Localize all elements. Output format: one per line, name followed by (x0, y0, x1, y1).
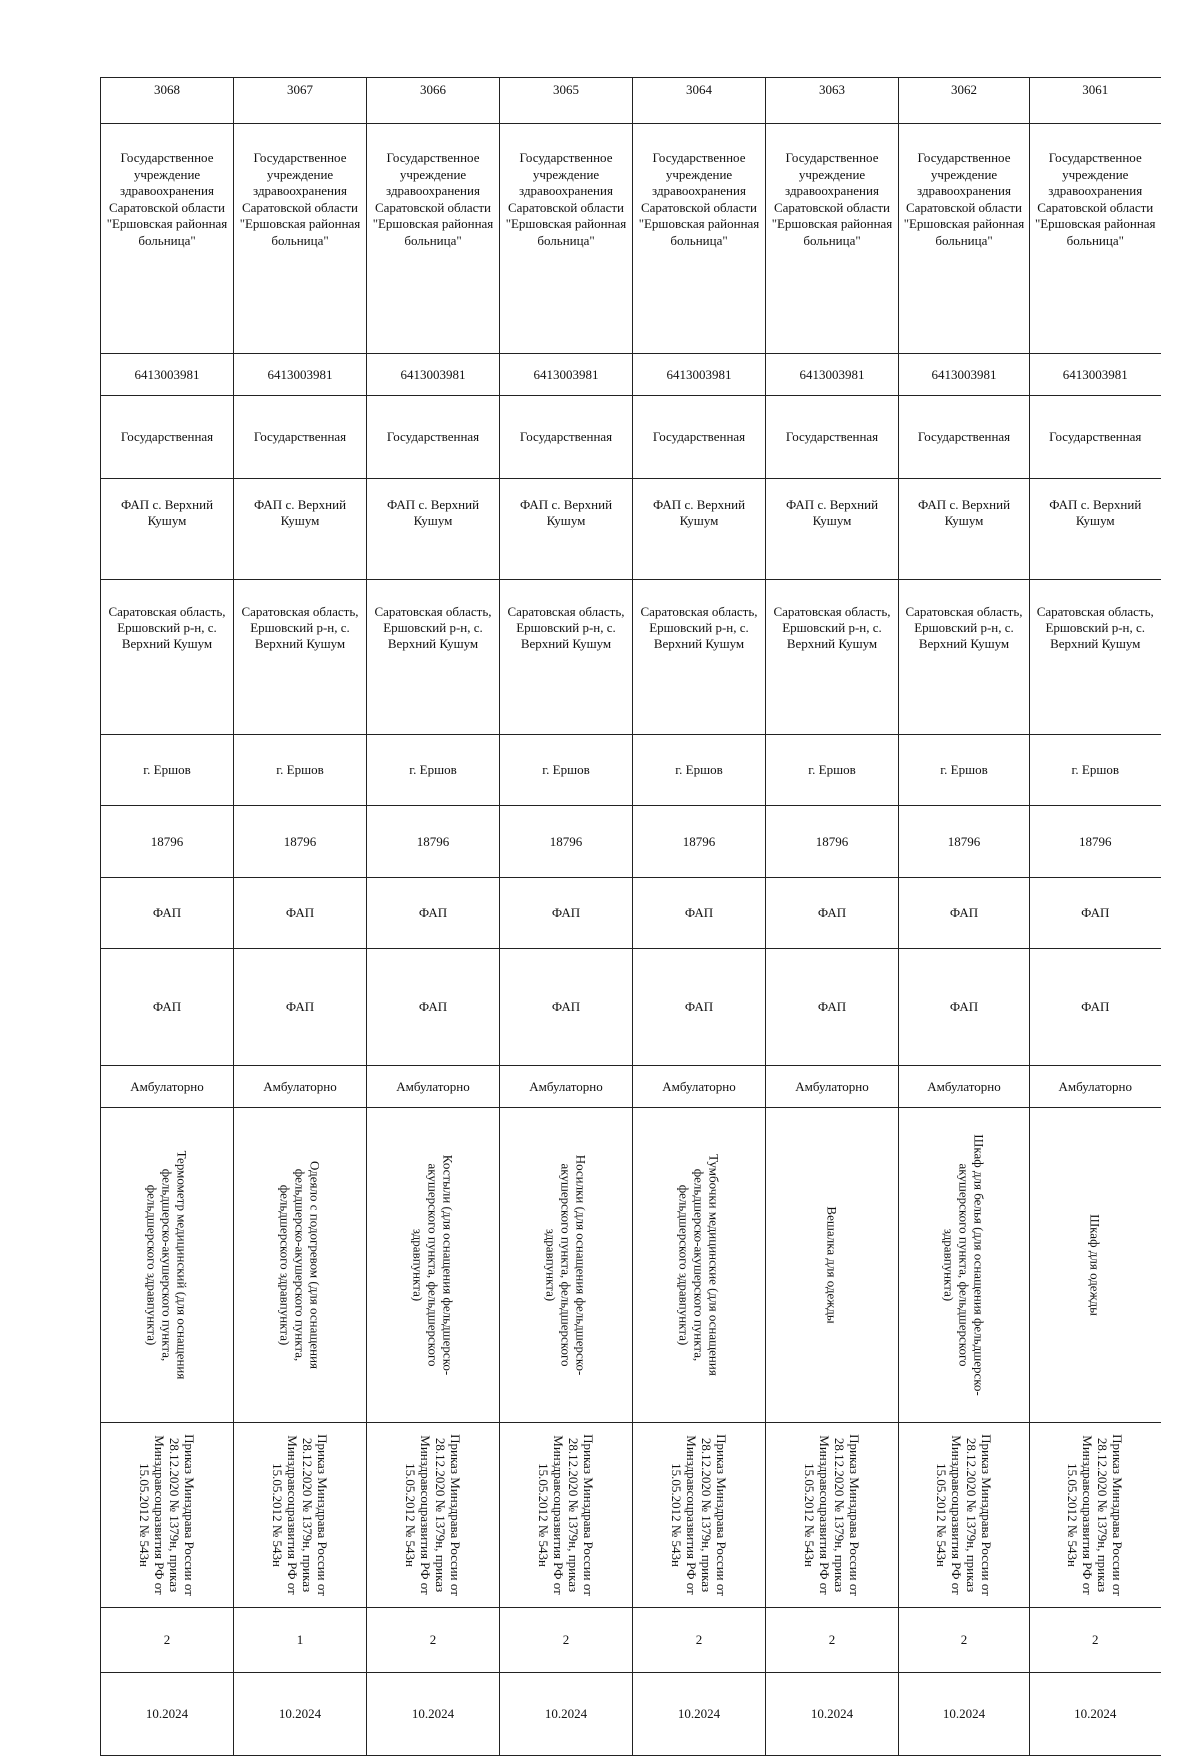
city-name-cell (500, 735, 633, 806)
date-value-cell (234, 1673, 367, 1756)
organization-name-cell (1030, 124, 1161, 354)
inn-value: 6413003981 (931, 366, 997, 382)
care-conditions: Амбулаторно (1058, 1078, 1133, 1094)
quantity-value: 2 (828, 1632, 836, 1647)
equipment-name-cell (633, 1108, 766, 1423)
organization-name: Государственное учреждение здравоохранения Саратовской области "Ершовская районная больница" (372, 150, 494, 248)
population-count: 18796 (682, 833, 716, 849)
facility-subtype: ФАП (285, 999, 315, 1014)
normative-act: Приказ Минздрава России от 28.12.2020 № 1379н, приказ Минздравсоцразвития РФ от 15.05.2012 № 543н (270, 1434, 330, 1596)
record-number-cell (367, 78, 500, 124)
facility-type: ФАП (152, 905, 182, 920)
record-number-cell (899, 78, 1030, 124)
row-quantity (101, 1608, 1161, 1673)
facility-address-cell (367, 580, 500, 735)
organization-name-cell (500, 124, 633, 354)
record-number: 3064 (686, 82, 712, 97)
city-name: г. Ершов (1071, 762, 1119, 777)
facility-address-cell (633, 580, 766, 735)
equipment-name-cell (367, 1108, 500, 1423)
date-value-cell (766, 1673, 899, 1756)
population-count: 18796 (283, 833, 317, 849)
facility-name-cell (500, 479, 633, 580)
normative-act: Приказ Минздрава России от 28.12.2020 № 1379н, приказ Минздравсоцразвития РФ от 15.05.2012 № 543н (1065, 1434, 1126, 1596)
city-name: г. Ершов (409, 762, 457, 777)
row-inn (101, 354, 1161, 396)
date-value: 10.2024 (677, 1706, 721, 1721)
care-conditions: Амбулаторно (396, 1078, 470, 1094)
row-normative (101, 1423, 1161, 1608)
date-value-cell (367, 1673, 500, 1756)
city-name-cell (234, 735, 367, 806)
care-conditions-cell (899, 1066, 1030, 1108)
population-count: 18796 (947, 833, 981, 849)
equipment-name: Термометр медицинский (для оснащения фельдшерско-акушерского пункта, фельдшерского здравпункта) (144, 1150, 190, 1380)
inn-value-cell (367, 354, 500, 396)
city-name-cell (633, 735, 766, 806)
equipment-name-cell (500, 1108, 633, 1423)
quantity-value-cell (234, 1608, 367, 1673)
facility-name-cell (367, 479, 500, 580)
ownership-form-cell (766, 396, 899, 479)
date-value-cell (1030, 1673, 1161, 1756)
facility-type: ФАП (551, 905, 581, 920)
care-conditions: Амбулаторно (795, 1078, 869, 1094)
city-name-cell (1030, 735, 1161, 806)
facility-type: ФАП (684, 905, 714, 920)
population-count: 18796 (1079, 833, 1112, 849)
date-value-cell (101, 1673, 234, 1756)
record-number-cell (101, 78, 234, 124)
facility-subtype-cell (766, 949, 899, 1066)
inn-value: 6413003981 (666, 366, 732, 382)
equipment-name: Шкаф для одежды (1087, 1214, 1103, 1316)
inn-value: 6413003981 (799, 366, 865, 382)
care-conditions-cell (1030, 1066, 1161, 1108)
organization-name: Государственное учреждение здравоохранения Саратовской области "Ершовская районная больница" (903, 150, 1025, 248)
city-name: г. Ершов (542, 762, 590, 777)
date-value: 10.2024 (278, 1706, 322, 1721)
facility-type: ФАП (949, 905, 979, 920)
ownership-form-cell (101, 396, 234, 479)
record-number: 3062 (951, 82, 977, 97)
equipment-name: Носилки (для оснащения фельдшерско-акушерского пункта, фельдшерского здравпункта) (543, 1154, 589, 1376)
population-count-cell (367, 806, 500, 878)
normative-act-cell (1030, 1423, 1161, 1608)
facility-name-cell (899, 479, 1030, 580)
facility-type-cell (1030, 878, 1161, 949)
facility-name: ФАП с. Верхний Кушум (785, 497, 879, 528)
facility-address: Саратовская область, Ершовский р-н, с. Верхний Кушум (507, 604, 625, 651)
facility-address-cell (766, 580, 899, 735)
facility-type-cell (766, 878, 899, 949)
normative-act: Приказ Минздрава России от 28.12.2020 № 1379н, приказ Минздравсоцразвития РФ от 15.05.2012 № 543н (137, 1434, 197, 1596)
quantity-value: 2 (163, 1632, 171, 1647)
population-count-cell (101, 806, 234, 878)
organization-name: Государственное учреждение здравоохранения Саратовской области "Ершовская районная больница" (505, 150, 627, 248)
row-ownership (101, 396, 1161, 479)
care-conditions-cell (101, 1066, 234, 1108)
normative-act: Приказ Минздрава России от 28.12.2020 № 1379н, приказ Минздравсоцразвития РФ от 15.05.2012 № 543н (802, 1434, 862, 1596)
equipment-name: Костыли (для оснащения фельдшерско-акушерского пункта, фельдшерского здравпункта) (410, 1154, 456, 1376)
city-name-cell (766, 735, 899, 806)
quantity-value-cell (899, 1608, 1030, 1673)
organization-name-cell (101, 124, 234, 354)
ownership-form-cell (367, 396, 500, 479)
facility-type: ФАП (817, 905, 847, 920)
facility-subtype-cell (101, 949, 234, 1066)
facility-address-cell (234, 580, 367, 735)
row-care (101, 1066, 1161, 1108)
date-value: 10.2024 (810, 1706, 854, 1721)
facility-name: ФАП с. Верхний Кушум (1049, 497, 1142, 528)
quantity-value: 2 (429, 1632, 437, 1647)
equipment-name-cell (766, 1108, 899, 1423)
quantity-value: 2 (1092, 1632, 1099, 1647)
facility-type: ФАП (1081, 905, 1110, 920)
normative-act: Приказ Минздрава России от 28.12.2020 № 1379н, приказ Минздравсоцразвития РФ от 15.05.2012 № 543н (669, 1434, 729, 1596)
facility-type: ФАП (285, 905, 315, 920)
record-number-cell (633, 78, 766, 124)
date-value-cell (500, 1673, 633, 1756)
date-value: 10.2024 (145, 1706, 189, 1721)
equipment-name-cell (101, 1108, 234, 1423)
population-count-cell (234, 806, 367, 878)
facility-address-cell (1030, 580, 1161, 735)
record-number-cell (500, 78, 633, 124)
row-equipment (101, 1108, 1161, 1423)
facility-name-cell (101, 479, 234, 580)
organization-name: Государственное учреждение здравоохранения Саратовской области "Ершовская районная больница" (771, 150, 893, 248)
row-address (101, 580, 1161, 735)
normative-act-cell (367, 1423, 500, 1608)
population-count: 18796 (815, 833, 849, 849)
normative-act-cell (500, 1423, 633, 1608)
facility-name-cell (1030, 479, 1161, 580)
facility-address: Саратовская область, Ершовский р-н, с. Верхний Кушум (905, 604, 1023, 651)
inn-value-cell (234, 354, 367, 396)
inn-value-cell (1030, 354, 1161, 396)
ownership-form: Государственная (652, 429, 746, 444)
facility-subtype: ФАП (418, 999, 448, 1014)
equipment-table (100, 77, 1161, 1756)
row-facility (101, 479, 1161, 580)
record-number-cell (234, 78, 367, 124)
population-count: 18796 (416, 833, 450, 849)
facility-address: Саратовская область, Ершовский р-н, с. Верхний Кушум (108, 604, 226, 651)
facility-type-cell (234, 878, 367, 949)
normative-act-cell (899, 1423, 1030, 1608)
facility-subtype-cell (1030, 949, 1161, 1066)
facility-type-cell (101, 878, 234, 949)
row-date (101, 1673, 1161, 1756)
organization-name-cell (633, 124, 766, 354)
inn-value: 6413003981 (400, 366, 466, 382)
ownership-form: Государственная (1049, 429, 1142, 444)
date-value: 10.2024 (1074, 1706, 1117, 1721)
population-count: 18796 (549, 833, 583, 849)
facility-name-cell (633, 479, 766, 580)
date-value-cell (899, 1673, 1030, 1756)
facility-type-cell (500, 878, 633, 949)
ownership-form: Государственная (917, 429, 1011, 444)
organization-name-cell (234, 124, 367, 354)
population-count-cell (1030, 806, 1161, 878)
facility-subtype-cell (500, 949, 633, 1066)
ownership-form: Государственная (120, 429, 214, 444)
record-number-cell (1030, 78, 1161, 124)
facility-subtype-cell (234, 949, 367, 1066)
row-id (101, 78, 1161, 124)
population-count-cell (500, 806, 633, 878)
inn-value: 6413003981 (134, 366, 200, 382)
organization-name-cell (899, 124, 1030, 354)
facility-name: ФАП с. Верхний Кушум (652, 497, 746, 528)
facility-subtype: ФАП (684, 999, 714, 1014)
facility-address-cell (101, 580, 234, 735)
facility-address: Саратовская область, Ершовский р-н, с. Верхний Кушум (241, 604, 359, 651)
normative-act-cell (766, 1423, 899, 1608)
facility-subtype-cell (899, 949, 1030, 1066)
facility-subtype: ФАП (949, 999, 979, 1014)
care-conditions: Амбулаторно (662, 1078, 736, 1094)
population-count-cell (766, 806, 899, 878)
row-type2 (101, 949, 1161, 1066)
record-number-cell (766, 78, 899, 124)
facility-address-cell (899, 580, 1030, 735)
row-type1 (101, 878, 1161, 949)
record-number: 3068 (154, 82, 180, 97)
inn-value: 6413003981 (1062, 366, 1128, 382)
city-name-cell (367, 735, 500, 806)
inn-value-cell (899, 354, 1030, 396)
facility-name-cell (766, 479, 899, 580)
city-name-cell (101, 735, 234, 806)
date-value-cell (633, 1673, 766, 1756)
care-conditions-cell (500, 1066, 633, 1108)
care-conditions-cell (367, 1066, 500, 1108)
city-name: г. Ершов (940, 762, 988, 777)
facility-name: ФАП с. Верхний Кушум (120, 497, 214, 528)
inn-value: 6413003981 (533, 366, 599, 382)
quantity-value: 1 (296, 1632, 304, 1647)
equipment-name-cell (1030, 1108, 1161, 1423)
ownership-form-cell (234, 396, 367, 479)
record-number: 3061 (1082, 82, 1109, 97)
quantity-value-cell (500, 1608, 633, 1673)
facility-type-cell (633, 878, 766, 949)
date-value: 10.2024 (411, 1706, 455, 1721)
equipment-name: Шкаф для белья (для оснащения фельдшерско-акушерского пункта, фельдшерского здравпункта) (941, 1134, 987, 1396)
organization-name: Государственное учреждение здравоохранения Саратовской области "Ершовская районная больница" (106, 150, 228, 248)
facility-subtype: ФАП (551, 999, 581, 1014)
ownership-form-cell (633, 396, 766, 479)
organization-name: Государственное учреждение здравоохранения Саратовской области "Ершовская районная больница" (239, 150, 361, 248)
inn-value-cell (101, 354, 234, 396)
equipment-name: Тумбочки медицинские (для оснащения фельдшерско-акушерского пункта, фельдшерского здравпункта) (676, 1154, 722, 1376)
ownership-form: Государственная (386, 429, 480, 444)
city-name: г. Ершов (808, 762, 856, 777)
facility-name: ФАП с. Верхний Кушум (386, 497, 480, 528)
inn-value-cell (633, 354, 766, 396)
city-name: г. Ершов (143, 762, 191, 777)
facility-subtype: ФАП (152, 999, 182, 1014)
care-conditions: Амбулаторно (529, 1078, 603, 1094)
quantity-value-cell (1030, 1608, 1161, 1673)
care-conditions: Амбулаторно (927, 1078, 1001, 1094)
facility-address-cell (500, 580, 633, 735)
record-number: 3066 (420, 82, 446, 97)
inn-value-cell (766, 354, 899, 396)
care-conditions-cell (633, 1066, 766, 1108)
quantity-value: 2 (562, 1632, 570, 1647)
care-conditions-cell (766, 1066, 899, 1108)
organization-name-cell (367, 124, 500, 354)
quantity-value: 2 (960, 1632, 968, 1647)
city-name-cell (899, 735, 1030, 806)
equipment-name: Одеяло с подогревом (для оснащения фельдшерско-акушерского пункта, фельдшерского здравпункта) (277, 1160, 323, 1370)
row-population (101, 806, 1161, 878)
facility-name: ФАП с. Верхний Кушум (917, 497, 1011, 528)
organization-name-cell (766, 124, 899, 354)
normative-act: Приказ Минздрава России от 28.12.2020 № 1379н, приказ Минздравсоцразвития РФ от 15.05.2012 № 543н (934, 1434, 994, 1596)
facility-type-cell (367, 878, 500, 949)
facility-address: Саратовская область, Ершовский р-н, с. Верхний Кушум (640, 604, 758, 651)
ownership-form-cell (1030, 396, 1161, 479)
ownership-form-cell (899, 396, 1030, 479)
record-number: 3065 (553, 82, 579, 97)
ownership-form: Государственная (519, 429, 613, 444)
ownership-form-cell (500, 396, 633, 479)
population-count-cell (633, 806, 766, 878)
record-number: 3067 (287, 82, 313, 97)
row-org (101, 124, 1161, 354)
quantity-value-cell (633, 1608, 766, 1673)
facility-type: ФАП (418, 905, 448, 920)
organization-name: Государственное учреждение здравоохранения Саратовской области "Ершовская районная больница" (638, 150, 760, 248)
inn-value-cell (500, 354, 633, 396)
date-value: 10.2024 (942, 1706, 986, 1721)
facility-subtype: ФАП (817, 999, 847, 1014)
equipment-name-cell (234, 1108, 367, 1423)
facility-type-cell (899, 878, 1030, 949)
quantity-value: 2 (695, 1632, 703, 1647)
facility-name-cell (234, 479, 367, 580)
population-count-cell (899, 806, 1030, 878)
facility-name: ФАП с. Верхний Кушум (253, 497, 347, 528)
row-city (101, 735, 1161, 806)
normative-act: Приказ Минздрава России от 28.12.2020 № 1379н, приказ Минздравсоцразвития РФ от 15.05.2012 № 543н (536, 1434, 596, 1596)
facility-subtype: ФАП (1081, 999, 1110, 1014)
quantity-value-cell (367, 1608, 500, 1673)
care-conditions: Амбулаторно (263, 1078, 337, 1094)
care-conditions: Амбулаторно (130, 1078, 204, 1094)
date-value: 10.2024 (544, 1706, 588, 1721)
normative-act-cell (101, 1423, 234, 1608)
inn-value: 6413003981 (267, 366, 333, 382)
facility-subtype-cell (633, 949, 766, 1066)
facility-address: Саратовская область, Ершовский р-н, с. Верхний Кушум (1036, 604, 1154, 651)
care-conditions-cell (234, 1066, 367, 1108)
facility-address: Саратовская область, Ершовский р-н, с. Верхний Кушум (773, 604, 891, 651)
equipment-name: Вешалка для одежды (824, 1206, 840, 1324)
population-count: 18796 (150, 833, 184, 849)
facility-name: ФАП с. Верхний Кушум (519, 497, 613, 528)
facility-address: Саратовская область, Ершовский р-н, с. Верхний Кушум (374, 604, 492, 651)
normative-act: Приказ Минздрава России от 28.12.2020 № 1379н, приказ Минздравсоцразвития РФ от 15.05.2012 № 543н (403, 1434, 463, 1596)
normative-act-cell (633, 1423, 766, 1608)
organization-name: Государственное учреждение здравоохранения Саратовской области "Ершовская районная больница" (1034, 150, 1156, 248)
facility-subtype-cell (367, 949, 500, 1066)
city-name: г. Ершов (675, 762, 723, 777)
city-name: г. Ершов (276, 762, 324, 777)
ownership-form: Государственная (785, 429, 879, 444)
quantity-value-cell (766, 1608, 899, 1673)
ownership-form: Государственная (253, 429, 347, 444)
quantity-value-cell (101, 1608, 234, 1673)
record-number: 3063 (819, 82, 845, 97)
equipment-name-cell (899, 1108, 1030, 1423)
normative-act-cell (234, 1423, 367, 1608)
